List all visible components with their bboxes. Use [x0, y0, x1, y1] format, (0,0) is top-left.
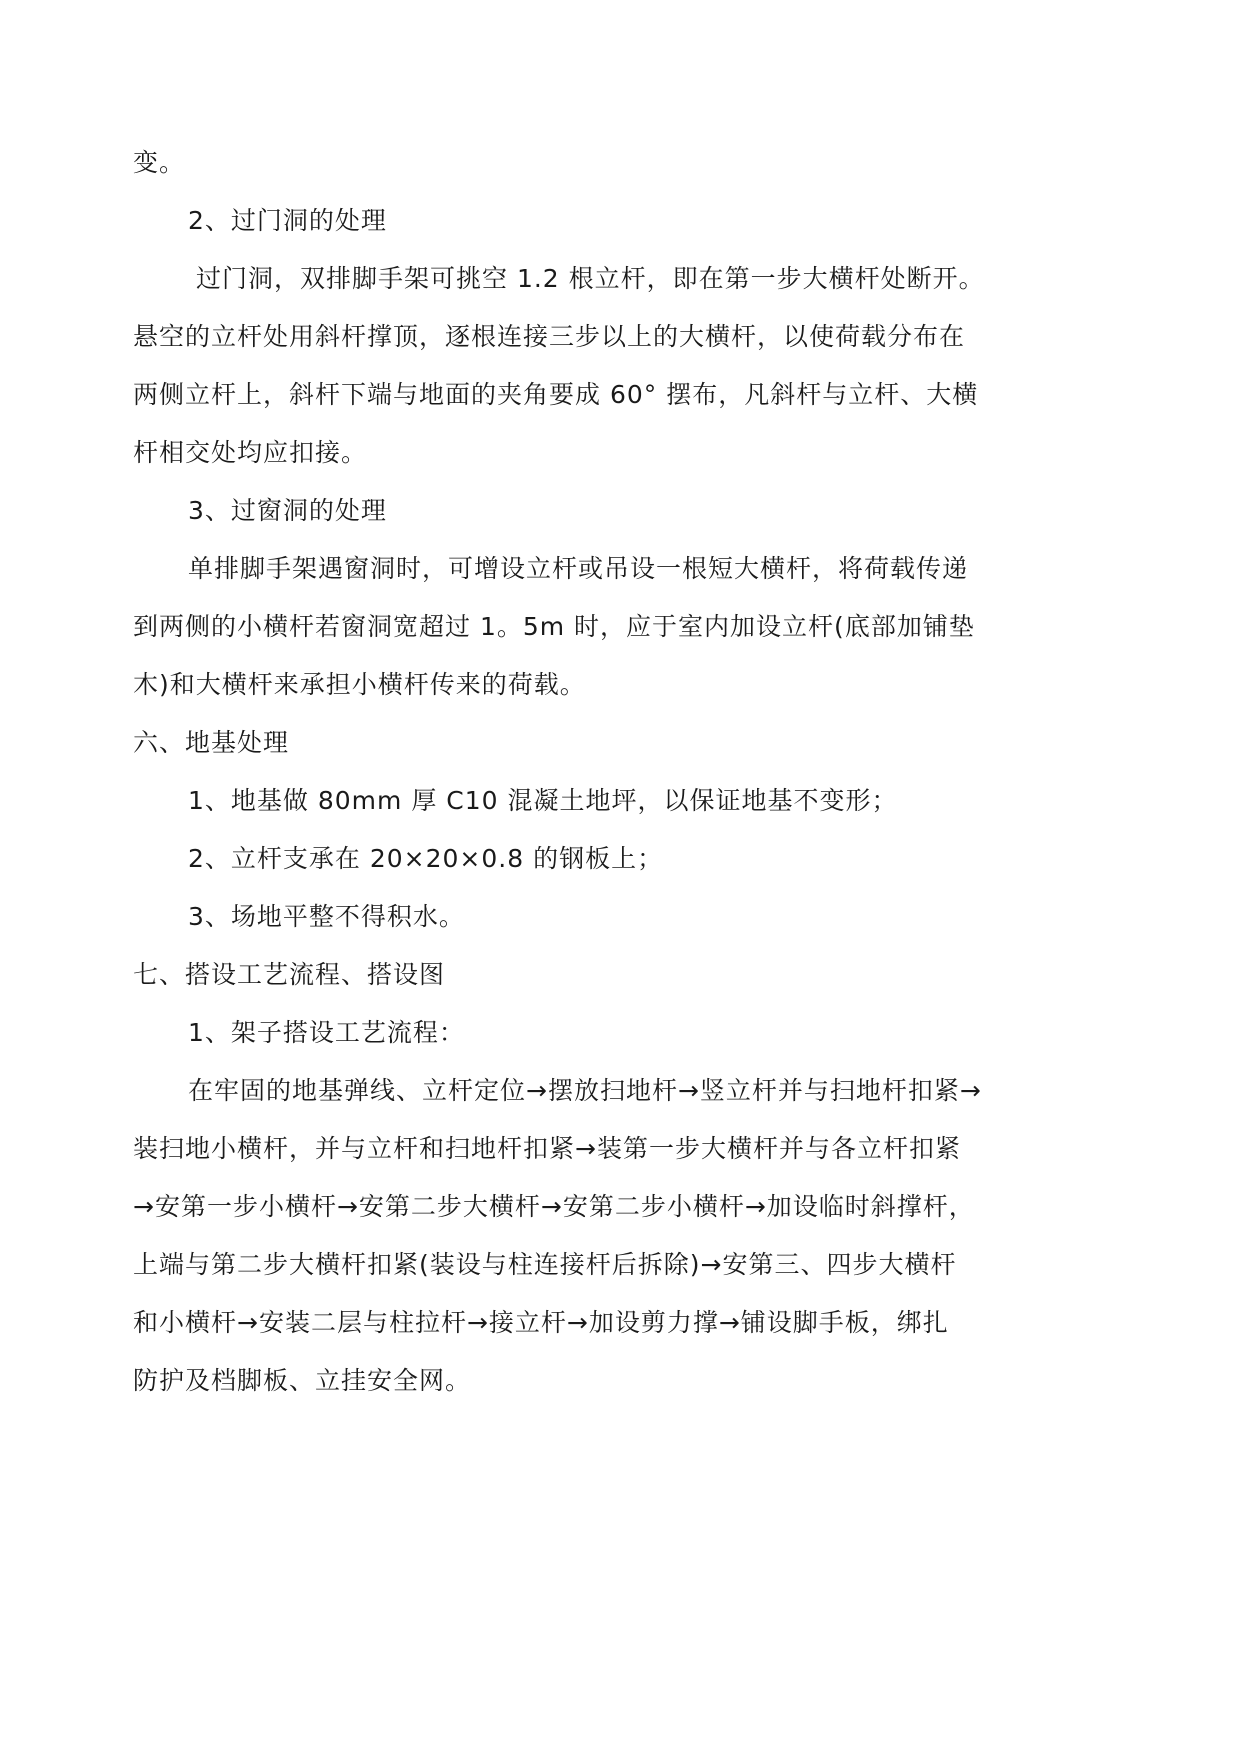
section-heading: 1、架子搭设工艺流程：	[188, 1018, 465, 1047]
section-heading: 3、过窗洞的处理	[188, 496, 387, 525]
text-line: 装扫地小横杆，并与立杆和扫地杆扣紧→装第一步大横杆并与各立杆扣紧	[133, 1134, 961, 1163]
section-heading: 2、过门洞的处理	[188, 206, 387, 235]
text-line: 杆相交处均应扣接。	[133, 438, 368, 467]
text-line: 到两侧的小横杆若窗洞宽超过 1。5m 时，应于室内加设立杆(底部加铺垫	[133, 612, 975, 641]
text-line: 单排脚手架遇窗洞时，可增设立杆或吊设一根短大横杆，将荷载传递	[188, 554, 969, 583]
text-line: 上端与第二步大横杆扣紧(装设与柱连接杆后拆除)→安第三、四步大横杆	[133, 1250, 957, 1279]
list-item: 3、场地平整不得积水。	[188, 902, 465, 931]
text-line: 两侧立杆上，斜杆下端与地面的夹角要成 60° 摆布，凡斜杆与立杆、大横	[133, 380, 979, 409]
text-line: →安第一步小横杆→安第二步大横杆→安第二步小横杆→加设临时斜撑杆，	[133, 1192, 975, 1221]
chapter-heading: 六、地基处理	[133, 728, 290, 757]
text-line: 过门洞，双排脚手架可挑空 1.2 根立杆，即在第一步大横杆处断开。	[196, 264, 985, 293]
text-line: 防护及档脚板、立挂安全网。	[133, 1366, 472, 1395]
text-line: 悬空的立杆处用斜杆撑顶，逐根连接三步以上的大横杆，以使荷载分布在	[133, 322, 966, 351]
text-line: 在牢固的地基弹线、立杆定位→摆放扫地杆→竖立杆并与扫地杆扣紧→	[188, 1076, 982, 1105]
text-line: 和小横杆→安装二层与柱拉杆→接立杆→加设剪力撑→铺设脚手板，绑扎	[133, 1308, 949, 1337]
list-item: 1、地基做 80mm 厚 C10 混凝土地坪，以保证地基不变形；	[188, 786, 898, 815]
text-line: 木)和大横杆来承担小横杆传来的荷载。	[133, 670, 586, 699]
list-item: 2、立杆支承在 20×20×0.8 的钢板上；	[188, 844, 664, 873]
text-line: 变。	[133, 148, 186, 177]
chapter-heading: 七、搭设工艺流程、搭设图	[133, 960, 446, 989]
